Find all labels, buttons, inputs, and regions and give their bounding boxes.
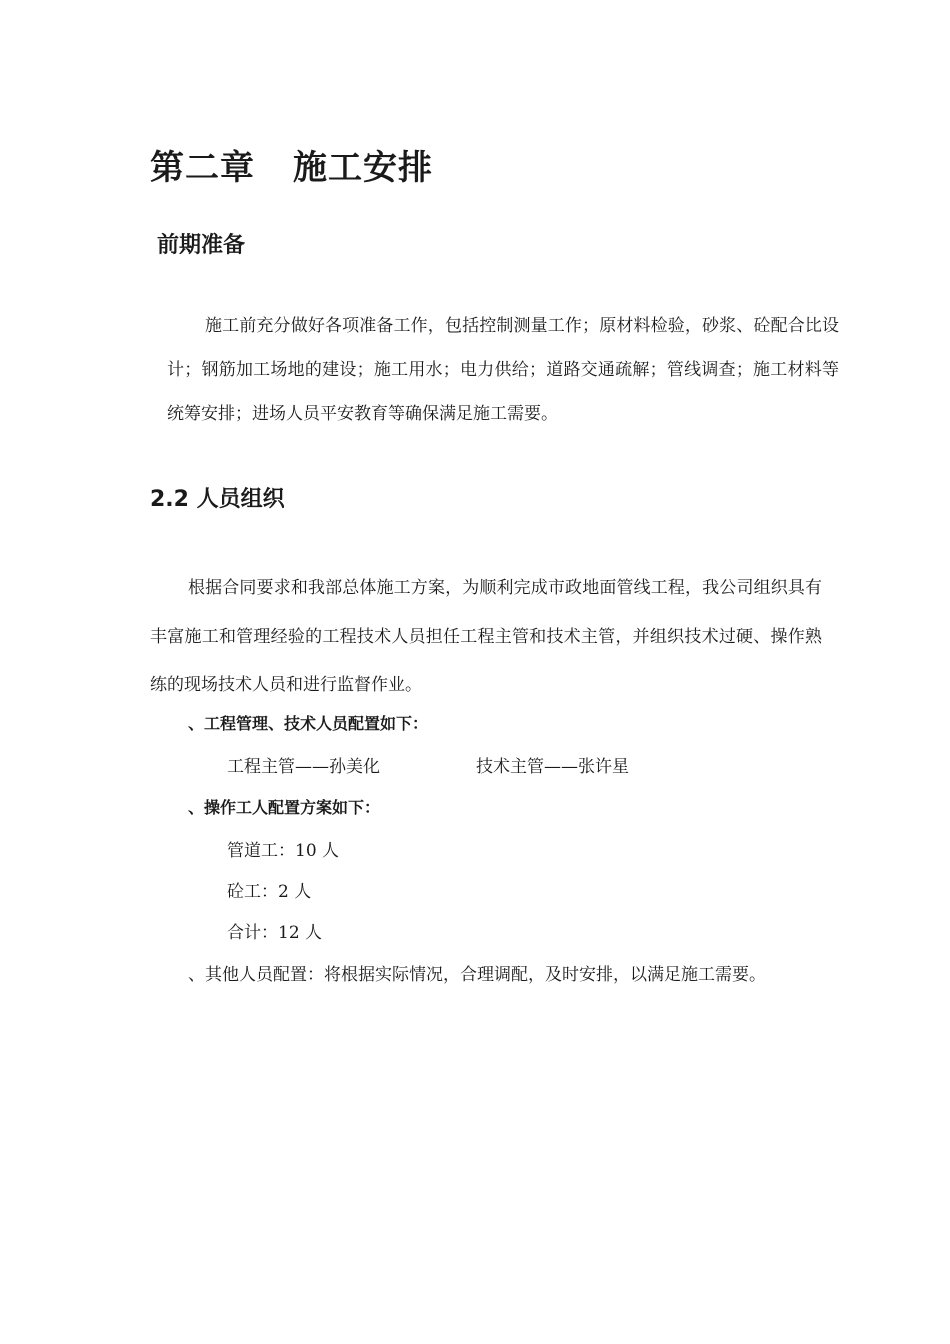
technical-supervisor: 技术主管——张许星 [476, 757, 629, 777]
pipe-workers: 管道工：10 人 [227, 841, 340, 861]
other-staff: 、其他人员配置：将根据实际情况，合理调配，及时安排，以满足施工需要。 [188, 965, 766, 985]
section-heading-personnel: 2.2 人员组织 [150, 487, 285, 512]
concrete-workers: 砼工：2 人 [227, 882, 312, 902]
engineering-supervisor: 工程主管——孙美化 [227, 757, 380, 777]
section-heading-preparation: 前期准备 [157, 233, 246, 258]
worker-config-heading: 、操作工人配置方案如下： [188, 798, 381, 817]
personnel-paragraph: 根据合同要求和我部总体施工方案，为顺利完成市政地面管线工程，我公司组织具有丰富施工和管理经验的工程技术人员担任工程主管和技术主管，并组织技术过硬、操作熟练的现场技术人员和进行监督作业。 [150, 578, 822, 695]
chapter-number: 第二章 [150, 148, 255, 188]
chapter-title [150, 140, 433, 189]
total-workers: 合计：12 人 [227, 923, 323, 943]
chapter-name: 施工安排 [293, 148, 433, 188]
tech-staff-heading: 、工程管理、技术人员配置如下： [188, 714, 429, 733]
preparation-paragraph: 施工前充分做好各项准备工作，包括控制测量工作；原材料检验，砂浆、砼配合比设计；钢筋加工场地的建设；施工用水；电力供给；道路交通疏解；管线调查；施工材料等统筹安排；进场人员平安教育等确保满足施工需要。 [167, 316, 839, 424]
